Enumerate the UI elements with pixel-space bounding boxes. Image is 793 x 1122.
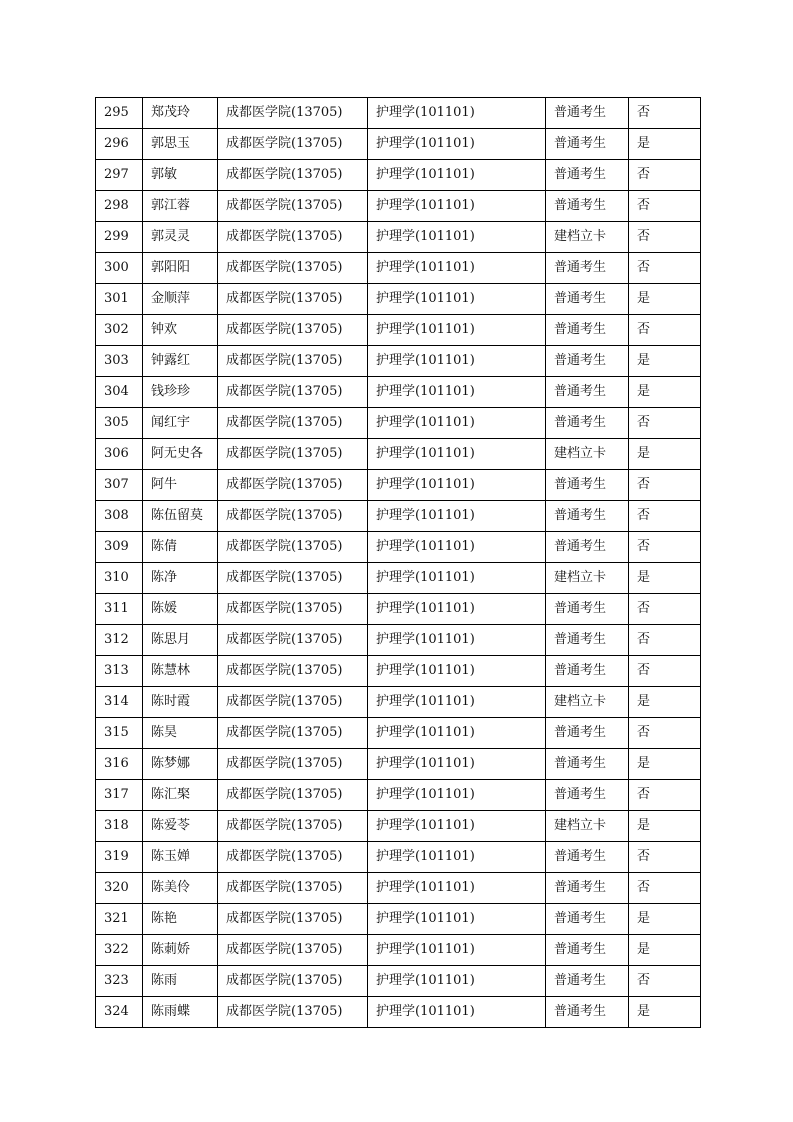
major-cell: 护理学(101101) [368, 594, 546, 625]
student-name-cell: 钟欢 [143, 315, 218, 346]
row-number-cell: 296 [96, 129, 143, 160]
table-row [96, 346, 701, 377]
row-number-cell: 306 [96, 439, 143, 470]
major-cell: 护理学(101101) [368, 749, 546, 780]
yes-no-cell: 否 [629, 656, 701, 687]
table-row [96, 904, 701, 935]
candidate-type-cell: 普通考生 [546, 284, 629, 315]
student-name-cell: 郭敏 [143, 160, 218, 191]
major-cell: 护理学(101101) [368, 501, 546, 532]
candidate-type-cell: 普通考生 [546, 873, 629, 904]
yes-no-cell: 是 [629, 687, 701, 718]
row-number-cell: 317 [96, 780, 143, 811]
school-cell: 成都医学院(13705) [218, 625, 368, 656]
row-number-cell: 316 [96, 749, 143, 780]
row-number-cell: 302 [96, 315, 143, 346]
table-row [96, 501, 701, 532]
candidate-type-cell: 普通考生 [546, 656, 629, 687]
candidate-type-cell: 普通考生 [546, 253, 629, 284]
row-number-cell: 298 [96, 191, 143, 222]
row-number-cell: 320 [96, 873, 143, 904]
row-number-cell: 308 [96, 501, 143, 532]
student-name-cell: 陈媛 [143, 594, 218, 625]
school-cell: 成都医学院(13705) [218, 749, 368, 780]
yes-no-cell: 否 [629, 873, 701, 904]
yes-no-cell: 是 [629, 284, 701, 315]
candidate-type-cell: 普通考生 [546, 749, 629, 780]
yes-no-cell: 否 [629, 470, 701, 501]
table-row [96, 315, 701, 346]
student-name-cell: 钱珍珍 [143, 377, 218, 408]
candidate-type-cell: 建档立卡 [546, 563, 629, 594]
table-row [96, 470, 701, 501]
major-cell: 护理学(101101) [368, 718, 546, 749]
candidate-type-cell: 普通考生 [546, 191, 629, 222]
yes-no-cell: 是 [629, 129, 701, 160]
major-cell: 护理学(101101) [368, 563, 546, 594]
table-row [96, 563, 701, 594]
row-number-cell: 303 [96, 346, 143, 377]
table-row [96, 749, 701, 780]
student-name-cell: 陈雨蝶 [143, 997, 218, 1028]
candidate-type-cell: 普通考生 [546, 718, 629, 749]
row-number-cell: 299 [96, 222, 143, 253]
candidate-type-cell: 普通考生 [546, 532, 629, 563]
candidate-type-cell: 普通考生 [546, 625, 629, 656]
major-cell: 护理学(101101) [368, 284, 546, 315]
yes-no-cell: 是 [629, 377, 701, 408]
row-number-cell: 313 [96, 656, 143, 687]
candidate-type-cell: 普通考生 [546, 377, 629, 408]
school-cell: 成都医学院(13705) [218, 377, 368, 408]
row-number-cell: 295 [96, 98, 143, 129]
yes-no-cell: 是 [629, 439, 701, 470]
yes-no-cell: 是 [629, 811, 701, 842]
school-cell: 成都医学院(13705) [218, 811, 368, 842]
table-row [96, 997, 701, 1028]
major-cell: 护理学(101101) [368, 625, 546, 656]
student-name-cell: 陈思月 [143, 625, 218, 656]
table-row [96, 656, 701, 687]
student-name-cell: 钟露红 [143, 346, 218, 377]
roster-table [95, 97, 701, 1028]
school-cell: 成都医学院(13705) [218, 129, 368, 160]
candidate-type-cell: 普通考生 [546, 935, 629, 966]
yes-no-cell: 否 [629, 625, 701, 656]
candidate-type-cell: 普通考生 [546, 780, 629, 811]
row-number-cell: 311 [96, 594, 143, 625]
candidate-type-cell: 普通考生 [546, 997, 629, 1028]
student-name-cell: 郭思玉 [143, 129, 218, 160]
table-row [96, 377, 701, 408]
row-number-cell: 301 [96, 284, 143, 315]
student-name-cell: 郭江蓉 [143, 191, 218, 222]
school-cell: 成都医学院(13705) [218, 315, 368, 346]
table-row [96, 129, 701, 160]
student-name-cell: 陈时霞 [143, 687, 218, 718]
major-cell: 护理学(101101) [368, 935, 546, 966]
school-cell: 成都医学院(13705) [218, 222, 368, 253]
row-number-cell: 305 [96, 408, 143, 439]
school-cell: 成都医学院(13705) [218, 470, 368, 501]
school-cell: 成都医学院(13705) [218, 935, 368, 966]
major-cell: 护理学(101101) [368, 408, 546, 439]
student-name-cell: 陈汇棸 [143, 780, 218, 811]
row-number-cell: 304 [96, 377, 143, 408]
student-name-cell: 陈雨 [143, 966, 218, 997]
school-cell: 成都医学院(13705) [218, 873, 368, 904]
major-cell: 护理学(101101) [368, 966, 546, 997]
table-row [96, 439, 701, 470]
major-cell: 护理学(101101) [368, 439, 546, 470]
candidate-type-cell: 普通考生 [546, 842, 629, 873]
row-number-cell: 322 [96, 935, 143, 966]
yes-no-cell: 否 [629, 98, 701, 129]
student-name-cell: 陈爱苓 [143, 811, 218, 842]
candidate-type-cell: 普通考生 [546, 408, 629, 439]
major-cell: 护理学(101101) [368, 811, 546, 842]
row-number-cell: 314 [96, 687, 143, 718]
student-name-cell: 陈慧林 [143, 656, 218, 687]
major-cell: 护理学(101101) [368, 904, 546, 935]
yes-no-cell: 否 [629, 191, 701, 222]
student-name-cell: 闻红宇 [143, 408, 218, 439]
student-name-cell: 郭灵灵 [143, 222, 218, 253]
candidate-type-cell: 普通考生 [546, 904, 629, 935]
student-name-cell: 陈玉婵 [143, 842, 218, 873]
school-cell: 成都医学院(13705) [218, 191, 368, 222]
school-cell: 成都医学院(13705) [218, 904, 368, 935]
candidate-type-cell: 普通考生 [546, 98, 629, 129]
yes-no-cell: 是 [629, 563, 701, 594]
table-row [96, 935, 701, 966]
row-number-cell: 297 [96, 160, 143, 191]
row-number-cell: 310 [96, 563, 143, 594]
yes-no-cell: 否 [629, 842, 701, 873]
candidate-type-cell: 建档立卡 [546, 439, 629, 470]
candidate-type-cell: 普通考生 [546, 129, 629, 160]
yes-no-cell: 否 [629, 718, 701, 749]
row-number-cell: 312 [96, 625, 143, 656]
school-cell: 成都医学院(13705) [218, 408, 368, 439]
yes-no-cell: 否 [629, 501, 701, 532]
table-row [96, 98, 701, 129]
yes-no-cell: 否 [629, 966, 701, 997]
row-number-cell: 323 [96, 966, 143, 997]
row-number-cell: 315 [96, 718, 143, 749]
table-row [96, 532, 701, 563]
school-cell: 成都医学院(13705) [218, 718, 368, 749]
yes-no-cell: 否 [629, 315, 701, 346]
roster-table-container [95, 97, 700, 1028]
yes-no-cell: 否 [629, 253, 701, 284]
student-name-cell: 陈昊 [143, 718, 218, 749]
student-name-cell: 郭阳阳 [143, 253, 218, 284]
school-cell: 成都医学院(13705) [218, 253, 368, 284]
school-cell: 成都医学院(13705) [218, 842, 368, 873]
major-cell: 护理学(101101) [368, 780, 546, 811]
candidate-type-cell: 普通考生 [546, 966, 629, 997]
major-cell: 护理学(101101) [368, 346, 546, 377]
roster-table-body [96, 98, 701, 1028]
row-number-cell: 319 [96, 842, 143, 873]
row-number-cell: 321 [96, 904, 143, 935]
major-cell: 护理学(101101) [368, 253, 546, 284]
table-row [96, 160, 701, 191]
yes-no-cell: 是 [629, 904, 701, 935]
student-name-cell: 陈梦娜 [143, 749, 218, 780]
table-row [96, 594, 701, 625]
table-row [96, 625, 701, 656]
table-row [96, 873, 701, 904]
student-name-cell: 陈伍留莫 [143, 501, 218, 532]
school-cell: 成都医学院(13705) [218, 346, 368, 377]
table-row [96, 408, 701, 439]
school-cell: 成都医学院(13705) [218, 780, 368, 811]
major-cell: 护理学(101101) [368, 222, 546, 253]
yes-no-cell: 否 [629, 594, 701, 625]
major-cell: 护理学(101101) [368, 842, 546, 873]
candidate-type-cell: 建档立卡 [546, 811, 629, 842]
school-cell: 成都医学院(13705) [218, 563, 368, 594]
row-number-cell: 307 [96, 470, 143, 501]
table-row [96, 842, 701, 873]
candidate-type-cell: 建档立卡 [546, 222, 629, 253]
student-name-cell: 阿无史各 [143, 439, 218, 470]
table-row [96, 811, 701, 842]
school-cell: 成都医学院(13705) [218, 656, 368, 687]
major-cell: 护理学(101101) [368, 470, 546, 501]
major-cell: 护理学(101101) [368, 315, 546, 346]
yes-no-cell: 是 [629, 935, 701, 966]
yes-no-cell: 是 [629, 346, 701, 377]
yes-no-cell: 否 [629, 532, 701, 563]
student-name-cell: 金顺萍 [143, 284, 218, 315]
school-cell: 成都医学院(13705) [218, 594, 368, 625]
row-number-cell: 300 [96, 253, 143, 284]
major-cell: 护理学(101101) [368, 532, 546, 563]
school-cell: 成都医学院(13705) [218, 284, 368, 315]
student-name-cell: 陈净 [143, 563, 218, 594]
table-row [96, 284, 701, 315]
major-cell: 护理学(101101) [368, 377, 546, 408]
candidate-type-cell: 普通考生 [546, 346, 629, 377]
yes-no-cell: 是 [629, 997, 701, 1028]
yes-no-cell: 否 [629, 160, 701, 191]
school-cell: 成都医学院(13705) [218, 687, 368, 718]
major-cell: 护理学(101101) [368, 191, 546, 222]
major-cell: 护理学(101101) [368, 656, 546, 687]
major-cell: 护理学(101101) [368, 129, 546, 160]
major-cell: 护理学(101101) [368, 160, 546, 191]
student-name-cell: 郑茂玲 [143, 98, 218, 129]
major-cell: 护理学(101101) [368, 873, 546, 904]
student-name-cell: 陈美伶 [143, 873, 218, 904]
candidate-type-cell: 建档立卡 [546, 687, 629, 718]
candidate-type-cell: 普通考生 [546, 501, 629, 532]
table-row [96, 253, 701, 284]
table-row [96, 191, 701, 222]
student-name-cell: 陈倩 [143, 532, 218, 563]
yes-no-cell: 是 [629, 749, 701, 780]
table-row [96, 718, 701, 749]
major-cell: 护理学(101101) [368, 997, 546, 1028]
table-row [96, 966, 701, 997]
yes-no-cell: 否 [629, 780, 701, 811]
school-cell: 成都医学院(13705) [218, 997, 368, 1028]
student-name-cell: 陈艳 [143, 904, 218, 935]
yes-no-cell: 否 [629, 222, 701, 253]
major-cell: 护理学(101101) [368, 687, 546, 718]
row-number-cell: 324 [96, 997, 143, 1028]
yes-no-cell: 否 [629, 408, 701, 439]
row-number-cell: 318 [96, 811, 143, 842]
candidate-type-cell: 普通考生 [546, 315, 629, 346]
student-name-cell: 陈莿娇 [143, 935, 218, 966]
table-row [96, 780, 701, 811]
school-cell: 成都医学院(13705) [218, 501, 368, 532]
school-cell: 成都医学院(13705) [218, 966, 368, 997]
major-cell: 护理学(101101) [368, 98, 546, 129]
table-row [96, 687, 701, 718]
school-cell: 成都医学院(13705) [218, 160, 368, 191]
candidate-type-cell: 普通考生 [546, 160, 629, 191]
school-cell: 成都医学院(13705) [218, 532, 368, 563]
student-name-cell: 阿牛 [143, 470, 218, 501]
candidate-type-cell: 普通考生 [546, 470, 629, 501]
candidate-type-cell: 普通考生 [546, 594, 629, 625]
table-row [96, 222, 701, 253]
school-cell: 成都医学院(13705) [218, 98, 368, 129]
row-number-cell: 309 [96, 532, 143, 563]
school-cell: 成都医学院(13705) [218, 439, 368, 470]
